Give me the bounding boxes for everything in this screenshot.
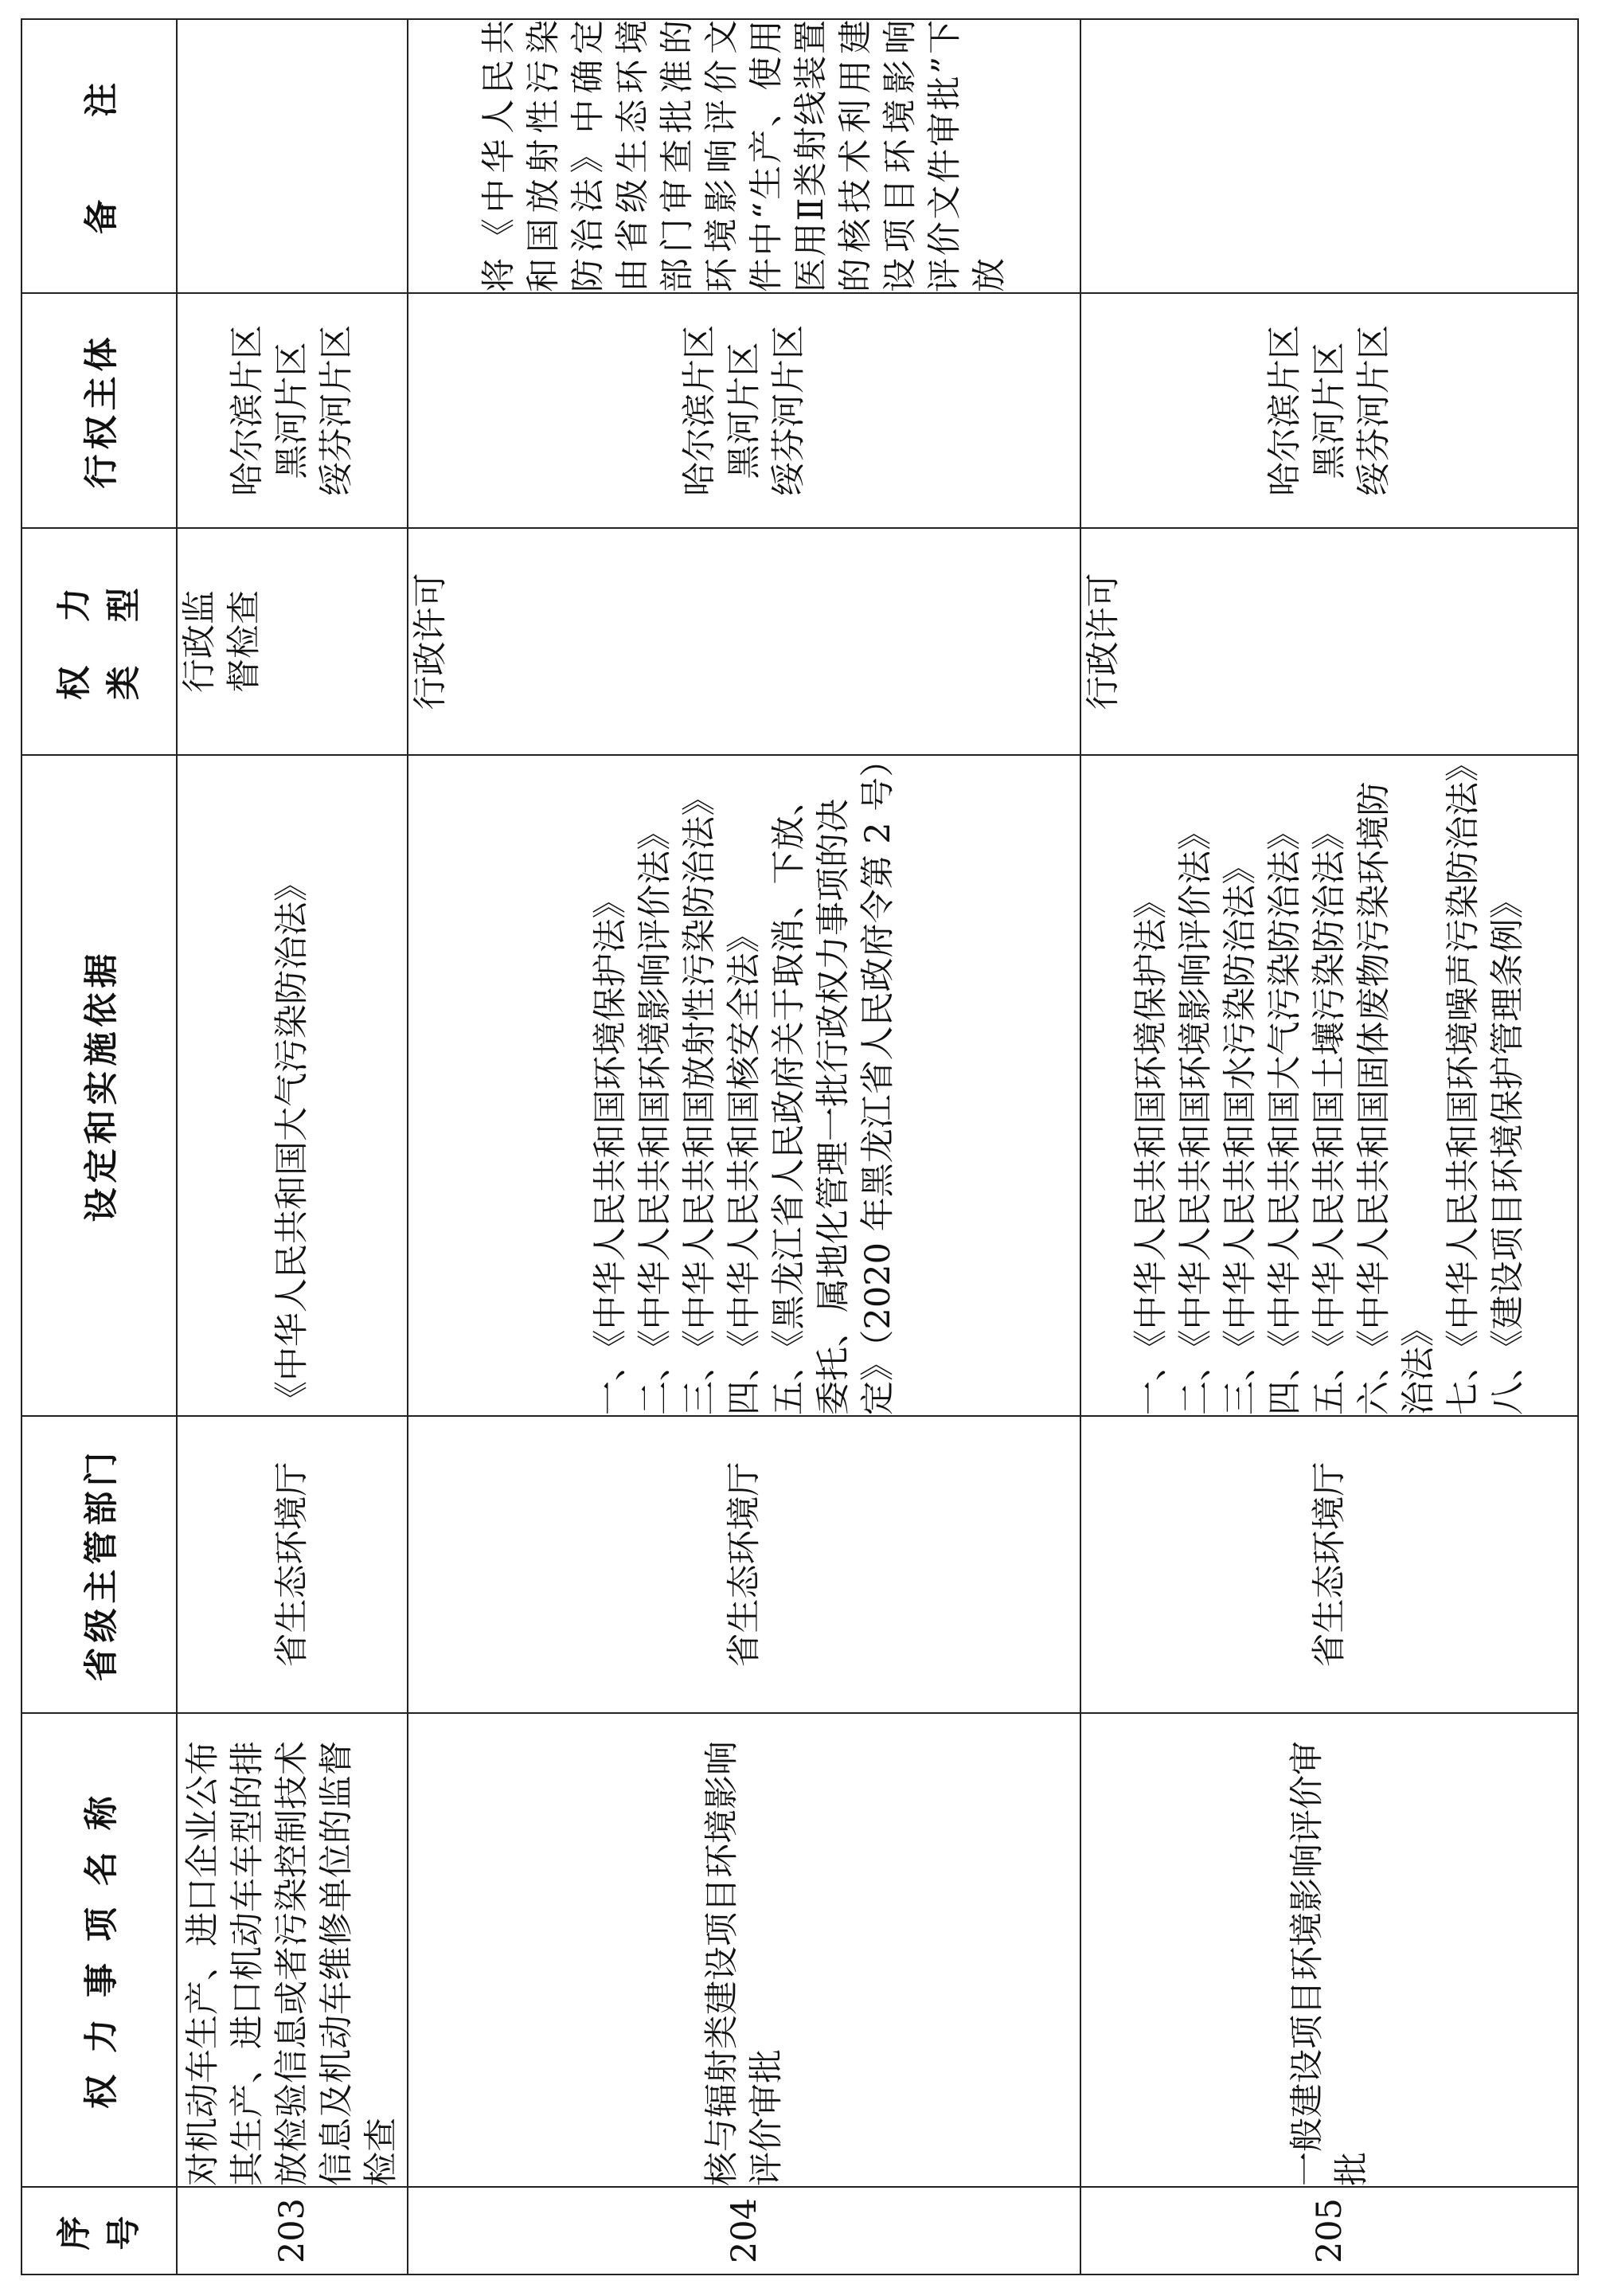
row-dept: 省生态环境厅	[1080, 1416, 1578, 1713]
row-note: 将《中华人民共和国放射性污染防治法》中确定由省级生态环境部门审查批准的环境影响评价文件中“生产、使用医用Ⅱ类射线装置的核技术利用建设项目环境影响评价文件审批”下放	[408, 19, 1080, 293]
row-type: 行政监 督检查	[177, 528, 408, 755]
row-basis: 一、《中华人民共和国环境保护法》 二、《中华人民共和国环境影响评价法》 三、《中华人民共和国放射性污染防治法》 四、《中华人民共和国核安全法》 五、《黑龙江省人民政府关于取消、下放、委托、属地化管理一批行政权力事项的决定》（2020 年黑龙江省人民政府令第 2 号）	[408, 755, 1080, 1416]
header-seq: 序 号	[21, 2187, 177, 2274]
row-basis: 《中华人民共和国大气污染防治法》	[177, 755, 408, 1416]
row-note	[1080, 19, 1578, 293]
header-row	[21, 19, 177, 2274]
row-subject: 哈尔滨片区 黑河片区 绥芬河片区	[177, 293, 408, 528]
header-name: 权 力 事 项 名 称	[21, 1713, 177, 2187]
table-row	[408, 19, 1080, 2274]
row-subject: 哈尔滨片区 黑河片区 绥芬河片区	[1080, 293, 1578, 528]
row-subject: 哈尔滨片区 黑河片区 绥芬河片区	[408, 293, 1080, 528]
row-type: 行政许可	[408, 528, 1080, 755]
row-note	[177, 19, 408, 293]
header-subject: 行权主体	[21, 293, 177, 528]
row-seq: 205	[1080, 2187, 1578, 2274]
row-name: 对机动车生产、进口企业公布其生产、进口机动车车型的排放检验信息或者污染控制技术信息及机动车维修单位的监督检查	[177, 1713, 408, 2187]
table-row	[177, 19, 408, 2274]
row-basis: 一、《中华人民共和国环境保护法》 二、《中华人民共和国环境影响评价法》 三、《中华人民共和国水污染防治法》 四、《中华人民共和国大气污染防治法》 五、《中华人民共和国土壤污染防治法》 六、《中华人民共和国固体废物污染环境防治法》 七、《中华人民共和国环境噪声污染防治法》 八、《建设项目环境保护管理条例》	[1080, 755, 1578, 1416]
table-row	[1080, 19, 1578, 2274]
power-list-table	[21, 18, 1579, 2275]
row-dept: 省生态环境厅	[408, 1416, 1080, 1713]
header-basis: 设定和实施依据	[21, 755, 177, 1416]
row-name: 核与辐射类建设项目环境影响评价审批	[408, 1713, 1080, 2187]
row-seq: 204	[408, 2187, 1080, 2274]
header-note: 备 注	[21, 19, 177, 293]
row-seq: 203	[177, 2187, 408, 2274]
header-dept: 省级主管部门	[21, 1416, 177, 1713]
row-type: 行政许可	[1080, 528, 1578, 755]
rotated-page	[21, 20, 1577, 2275]
header-type: 权 力 类 型	[21, 528, 177, 755]
row-name: 一般建设项目环境影响评价审批	[1080, 1713, 1578, 2187]
row-dept: 省生态环境厅	[177, 1416, 408, 1713]
